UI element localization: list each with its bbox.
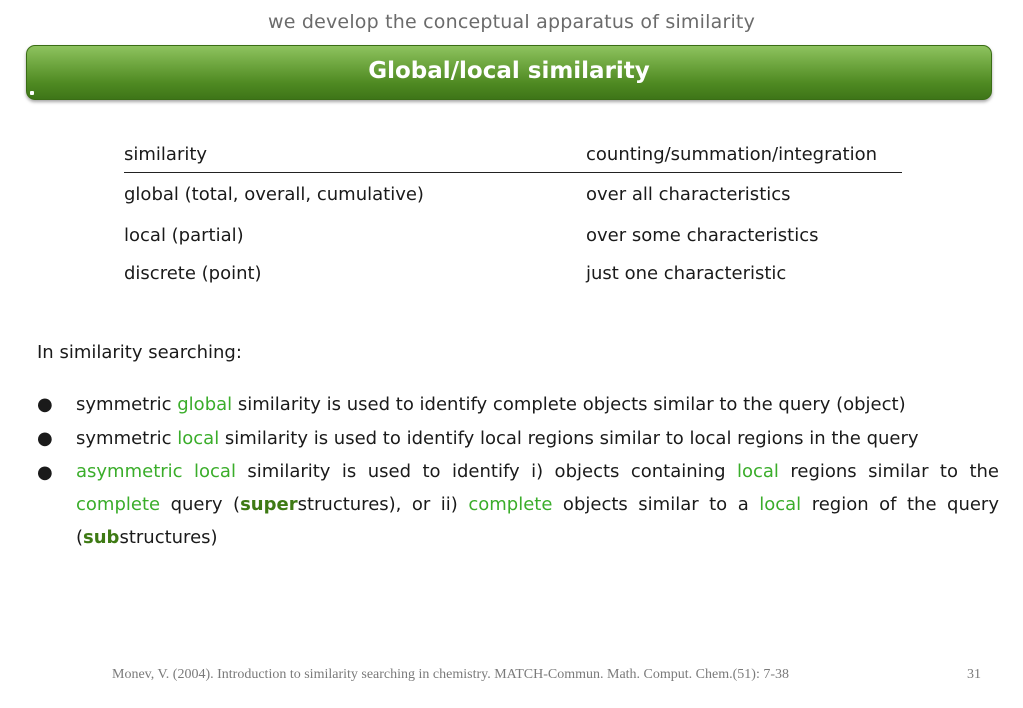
bullet-text xyxy=(76,455,999,554)
table-cell: global (total, overall, cumulative) xyxy=(124,184,424,205)
banner-dot-decoration xyxy=(30,91,34,95)
highlight-term: global xyxy=(177,394,233,415)
table-header-rule xyxy=(124,172,902,173)
table-header-similarity: similarity xyxy=(124,144,208,165)
highlight-term: asymmetric local xyxy=(76,461,236,482)
table-header-row xyxy=(124,140,902,165)
text-run: structures) xyxy=(119,527,218,548)
highlight-term: complete xyxy=(468,494,553,515)
highlight-term: complete xyxy=(76,494,161,515)
highlight-term: local xyxy=(177,428,220,449)
text-run: region of the query ( xyxy=(76,494,999,548)
text-run: similarity is used to identify local regions similar to local regions in the query xyxy=(219,428,919,449)
text-run: query ( xyxy=(160,494,241,515)
bullet-icon: ● xyxy=(37,428,53,449)
bold-highlight-term: super xyxy=(240,494,298,515)
bullet-icon: ● xyxy=(37,394,53,415)
bullet-icon: ● xyxy=(37,462,53,483)
table-cell: local (partial) xyxy=(124,225,244,246)
text-run: symmetric xyxy=(76,394,178,415)
table-cell: over some characteristics xyxy=(586,225,819,246)
text-run: similarity is used to identify complete objects similar to the query (object) xyxy=(232,394,906,415)
slide-title: Global/local similarity xyxy=(368,58,650,84)
text-run: regions similar to the xyxy=(778,461,999,482)
text-run: symmetric xyxy=(76,428,178,449)
bullet-text xyxy=(76,428,999,449)
text-run: similarity is used to identify i) objects containing xyxy=(235,461,737,482)
intro-text: In similarity searching: xyxy=(37,342,242,363)
table-header-counting: counting/summation/integration xyxy=(586,144,877,165)
table-cell: discrete (point) xyxy=(124,263,262,284)
bold-highlight-term: sub xyxy=(83,527,120,548)
table-cell: over all characteristics xyxy=(586,184,791,205)
text-run: objects similar to a xyxy=(552,494,760,515)
citation-footer: Monev, V. (2004). Introduction to similarity searching in chemistry. MATCH-Commun. Math. Comput. Chem.(51): 7-38 xyxy=(112,667,789,682)
title-banner xyxy=(26,45,992,100)
highlight-term: local xyxy=(759,494,802,515)
bullet-text xyxy=(76,394,999,415)
page-number: 31 xyxy=(967,667,981,682)
highlight-term: local xyxy=(736,461,779,482)
text-run: structures), or ii) xyxy=(297,494,469,515)
slide-subtitle: we develop the conceptual apparatus of similarity xyxy=(267,11,756,33)
similarity-table xyxy=(124,140,902,284)
table-cell: just one characteristic xyxy=(586,263,787,284)
